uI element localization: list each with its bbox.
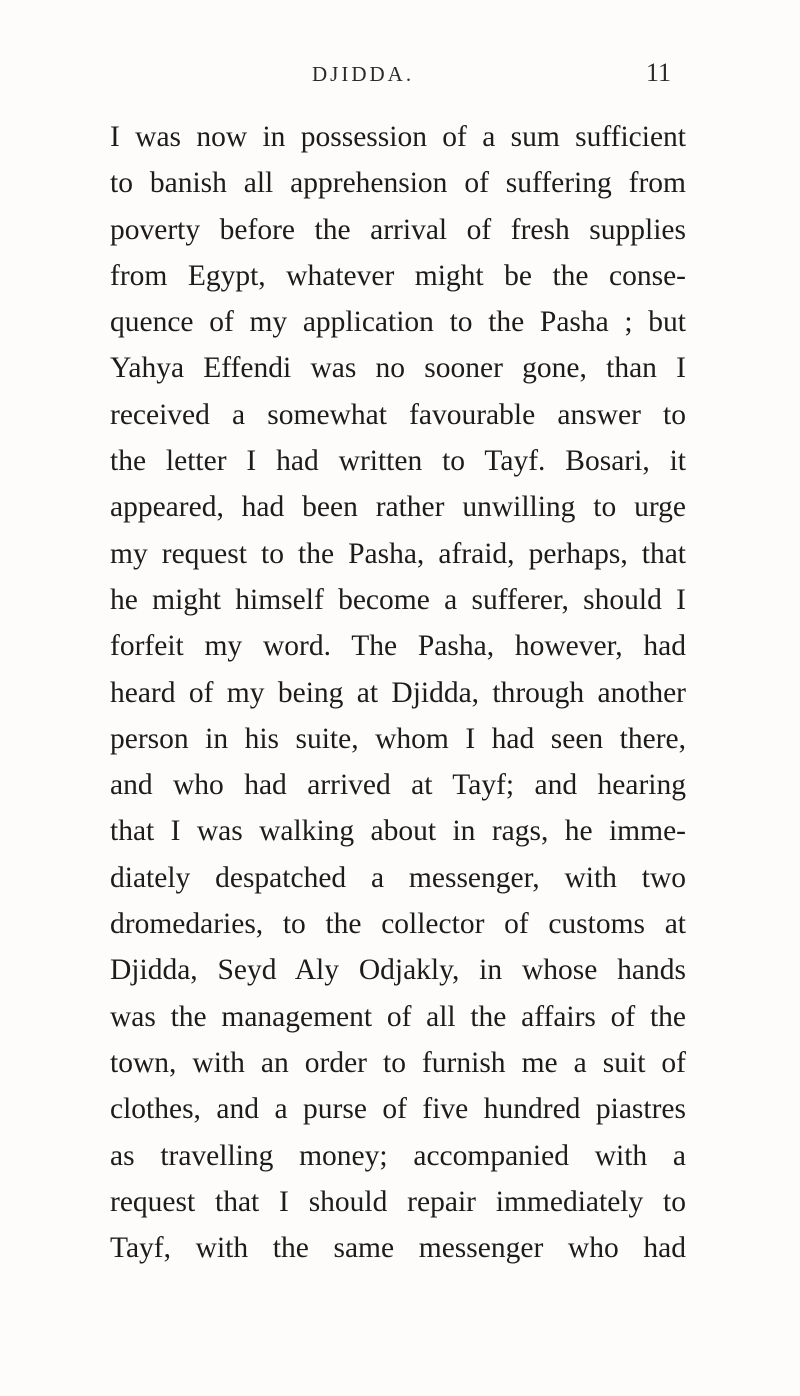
text-line: Tayf, with the same messenger who had bbox=[110, 1232, 686, 1265]
text-line: that I was walking about in rags, he imme- bbox=[110, 815, 686, 848]
text-line: to banish all apprehension of suffering from bbox=[110, 167, 686, 200]
text-line: quence of my application to the Pasha ; but bbox=[110, 306, 686, 339]
text-line: I was now in possession of a sum sufficient bbox=[110, 121, 686, 153]
text-line: my request to the Pasha, afraid, perhaps, that bbox=[110, 537, 686, 570]
text-line: town, with an order to furnish me a suit of bbox=[110, 1046, 686, 1079]
text-line: diately despatched a messenger, with two bbox=[110, 861, 686, 894]
text-line: forfeit my word. The Pasha, however, had bbox=[110, 630, 686, 663]
text-line: person in his suite, whom I had seen there, bbox=[110, 722, 686, 755]
text-line: request that I should repair immediately to bbox=[110, 1185, 686, 1218]
text-line: was the management of all the affairs of the bbox=[110, 1000, 686, 1033]
body-text bbox=[110, 114, 686, 1271]
text-line: he might himself become a sufferer, should I bbox=[110, 583, 686, 616]
text-line: as travelling money; accompanied with a bbox=[110, 1139, 686, 1172]
text-line: Yahya Effendi was no sooner gone, than I bbox=[110, 352, 686, 385]
text-line: appeared, had been rather unwilling to urge bbox=[110, 491, 686, 524]
text-line: clothes, and a purse of five hundred piastres bbox=[110, 1093, 686, 1126]
text-line: from Egypt, whatever might be the conse- bbox=[110, 259, 686, 292]
page-number: 11 bbox=[646, 58, 672, 87]
text-line: Djidda, Seyd Aly Odjakly, in whose hands bbox=[110, 954, 686, 987]
running-head: DJIDDA. bbox=[312, 62, 415, 86]
text-line: received a somewhat favourable answer to bbox=[110, 398, 686, 431]
text-line: poverty before the arrival of fresh supplies bbox=[110, 213, 686, 246]
text-line: heard of my being at Djidda, through another bbox=[110, 676, 686, 709]
text-line: and who had arrived at Tayf; and hearing bbox=[110, 769, 686, 802]
page-header bbox=[0, 58, 800, 98]
text-line: dromedaries, to the collector of customs at bbox=[110, 908, 686, 941]
text-line: the letter I had written to Tayf. Bosari, it bbox=[110, 445, 686, 478]
